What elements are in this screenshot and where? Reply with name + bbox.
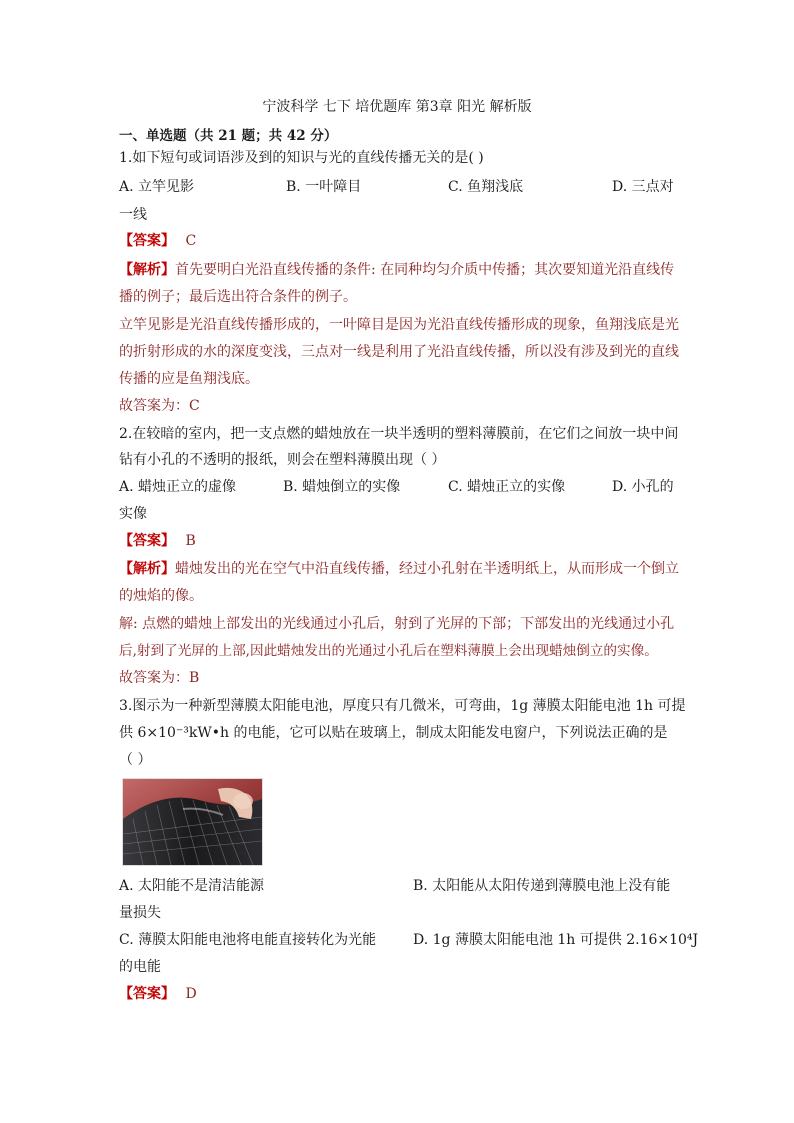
analysis-tag: 【解析】 xyxy=(119,561,175,577)
solar-film-illustration xyxy=(123,779,262,865)
answer-tag: 【答案】 xyxy=(119,986,175,1002)
solar-film-photo xyxy=(122,778,263,866)
q2-analysis-text: 蜡烛发出的光在空气中沿直线传播，经过小孔射在半透明纸上，从而形成一个倒立 xyxy=(175,561,679,577)
q1-answer: C xyxy=(185,233,197,249)
q3-option-b: B. 太阳能从太阳传递到薄膜电池上没有能 xyxy=(413,878,671,894)
q1-analysis-line1 xyxy=(119,260,674,280)
q2-stem-line2: 钻有小孔的不透明的报纸，则会在塑料薄膜出现（ ） xyxy=(119,452,446,468)
q2-analysis-line1 xyxy=(119,559,679,579)
q3-answer-line xyxy=(119,984,197,1004)
q2-stem-line1: 2.在较暗的室内，把一支点燃的蜡烛放在一块半透明的塑料薄膜前，在它们之间放一块中间 xyxy=(119,426,679,442)
q1-stem: 1.如下短句或词语涉及到的知识与光的直线传播无关的是( ) xyxy=(119,150,484,166)
page-title: 宁波科学 七下 培优题库 第3章 阳光 解析版 xyxy=(262,99,532,115)
q3-option-d-wrap: 的电能 xyxy=(119,959,161,975)
q2-solution-line2: 后,射到了光屏的上部,因此蜡烛发出的光通过小孔后在塑料薄膜上会出现蜡烛倒立的实像。 xyxy=(119,643,658,659)
q1-analysis-line2: 播的例子；最后选出符合条件的例子。 xyxy=(119,289,357,305)
q2-option-c: C. 蜡烛正立的实像 xyxy=(448,479,566,495)
q1-option-c: C. 鱼翔浅底 xyxy=(448,179,524,195)
q1-body-line1: 立竿见影是光沿直线传播形成的，一叶障目是因为光沿直线传播形成的现象，鱼翔浅底是光 xyxy=(119,317,679,333)
q3-stem-line1: 3.图示为一种新型薄膜太阳能电池，厚度只有几微米，可弯曲，1g 薄膜太阳能电池 1h 可提 xyxy=(119,698,686,714)
q3-stem-line3: （ ） xyxy=(119,752,152,768)
q1-option-a: A. 立竿见影 xyxy=(119,179,195,195)
q2-solution-line1: 解: 点燃的蜡烛上部发出的光线通过小孔后，射到了光屏的下部；下部发出的光线通过小孔 xyxy=(119,616,675,632)
q1-body-line2: 的折射形成的水的深度变浅，三点对一线是利用了光沿直线传播，所以没有涉及到光的直线 xyxy=(119,344,679,360)
q1-analysis-text: 首先要明白光沿直线传播的条件: 在同种均匀介质中传播；其次要知道光沿直线传 xyxy=(175,262,675,278)
analysis-tag: 【解析】 xyxy=(119,262,175,278)
q1-option-b: B. 一叶障目 xyxy=(286,179,362,195)
q3-option-c: C. 薄膜太阳能电池将电能直接转化为光能 xyxy=(119,932,377,948)
q2-option-d-wrap: 实像 xyxy=(119,506,147,522)
q2-option-d: D. 小孔的 xyxy=(612,479,674,495)
q1-answer-line xyxy=(119,231,196,251)
q2-conclusion: 故答案为：B xyxy=(119,670,200,686)
answer-tag: 【答案】 xyxy=(119,533,175,549)
q1-body-line3: 传播的应是鱼翔浅底。 xyxy=(119,371,259,387)
q3-option-a: A. 太阳能不是清洁能源 xyxy=(119,878,265,894)
q2-option-a: A. 蜡烛正立的虚像 xyxy=(119,479,237,495)
q3-stem-line2: 供 6×10⁻³kW•h 的电能，它可以贴在玻璃上，制成太阳能发电窗户，下列说法正确的是 xyxy=(119,725,668,741)
q2-option-b: B. 蜡烛倒立的实像 xyxy=(283,479,401,495)
q2-answer-line xyxy=(119,531,196,551)
q2-analysis-line2: 的烛焰的像。 xyxy=(119,588,203,604)
q3-answer: D xyxy=(185,986,197,1002)
answer-tag: 【答案】 xyxy=(119,233,175,249)
q2-answer: B xyxy=(185,533,196,549)
section-heading: 一、单选题（共 21 题；共 42 分） xyxy=(119,128,338,144)
q1-option-d: D. 三点对 xyxy=(612,179,674,195)
q3-option-d: D. 1g 薄膜太阳能电池 1h 可提供 2.16×10⁴J xyxy=(413,932,699,948)
q1-option-d-wrap: 一线 xyxy=(119,207,147,223)
q1-conclusion: 故答案为：C xyxy=(119,398,200,414)
q3-option-b-wrap: 量损失 xyxy=(119,905,161,921)
